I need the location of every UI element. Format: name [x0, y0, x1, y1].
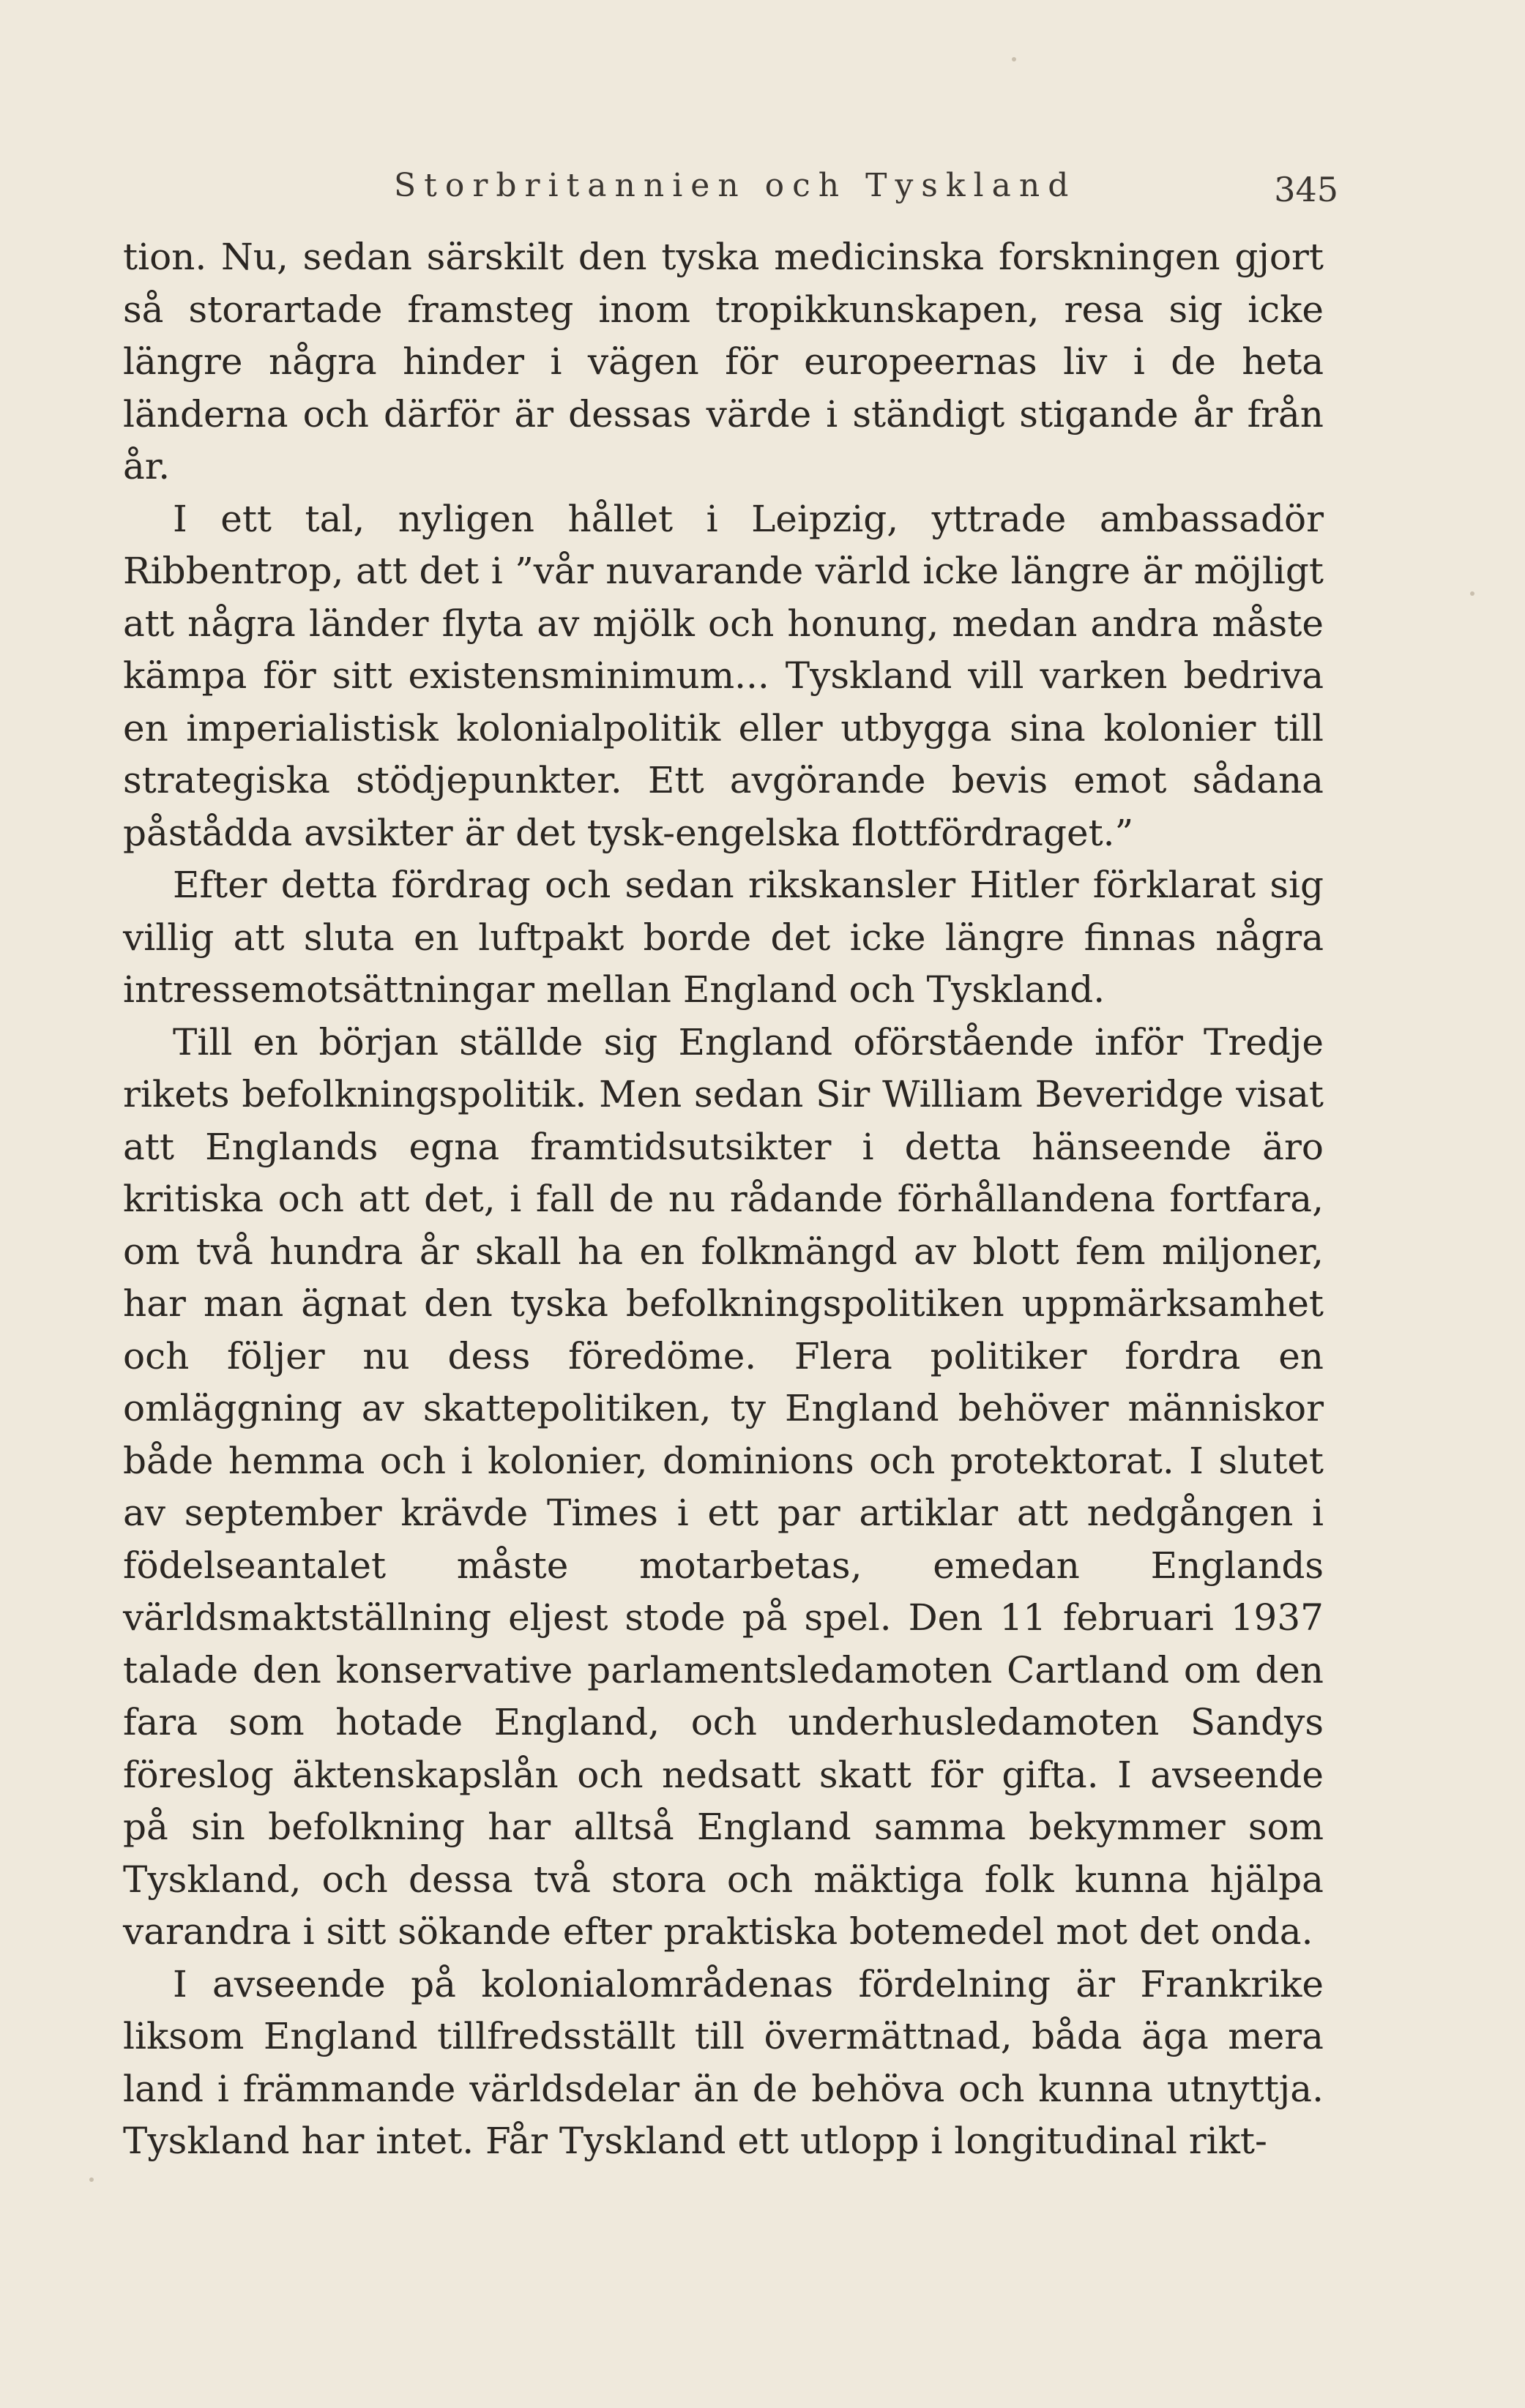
paper-speck — [89, 2177, 94, 2182]
paragraph-2: I ett tal, nyligen hållet i Leipzig, yttrade ambassadör Ribbentrop, att det i ”vår nuvarande värld icke längre är möjligt att några länder flyta av mjölk och honung, medan andra måste kämpa för sitt existensminimum... Tyskland vill varken bedriva en imperialistisk kolonialpolitik eller utbygga sina kolonier till strategiska stödjepunkter. Ett avgörande bevis emot sådana påstådda avsikter är det tysk-engelska flottfördraget.” — [123, 497, 1324, 854]
paragraph-1: tion. Nu, sedan särskilt den tyska medicinska forskningen gjort så storartade framsteg inom tropikkunskapen, resa sig icke längre några hinder i vägen för europeernas liv i de heta länderna och därför är dessas värde i ständigt stigande år från år. — [123, 236, 1324, 487]
page-number: 345 — [1274, 170, 1338, 209]
paragraph-3: Efter detta fördrag och sedan rikskansler Hitler förklarat sig villig att sluta en luftpakt borde det icke längre finnas några intressemotsättningar mellan England och Tyskland. — [123, 864, 1324, 1011]
running-head — [123, 167, 1338, 218]
paragraph-4: Till en början ställde sig England oförstående inför Tredje rikets befolkningspolitik. Men sedan Sir William Beveridge visat att Englands egna framtidsutsikter i detta hänseende äro kritiska och att det, i fall de nu rådande förhållandena fortfara, om två hundra år skall ha en folkmängd av blott fem miljoner, har man ägnat den tyska befolkningspolitiken uppmärksamhet och följer nu dess föredöme. Flera politiker fordra en omläggning av skattepolitiken, ty England behöver människor både hemma och i kolonier, dominions och protektorat. I slutet av september krävde Times i ett par artiklar att nedgången i födelseantalet måste motarbetas, emedan Englands världsmaktställning eljest stode på spel. Den 11 februari 1937 talade den konservative parlamentsledamoten Cartland om den fara som hotade England, och underhusledamoten Sandys föreslog äktenskapslån och nedsatt skatt för gifta. I avseende på sin befolkning har alltså England samma bekymmer som Tyskland, och dessa två stora och mäktiga folk kunna hjälpa varandra i sitt sökande efter praktiska botemedel mot det onda. — [123, 1020, 1324, 1953]
running-title: Storbritannien och Tyskland — [394, 167, 1077, 204]
book-page — [123, 167, 1338, 2168]
body-text — [123, 231, 1324, 2168]
paper-speck — [1012, 57, 1016, 61]
paragraph-5: I avseende på kolonialområdenas fördelning är Frankrike liksom England tillfredsställt till övermättnad, båda äga mera land i främmande världsdelar än de behöva och kunna utnyttja. Tyskland har intet. Får Tyskland ett utlopp i longitudinal rikt- — [123, 1962, 1324, 2162]
paper-speck — [1470, 591, 1474, 596]
